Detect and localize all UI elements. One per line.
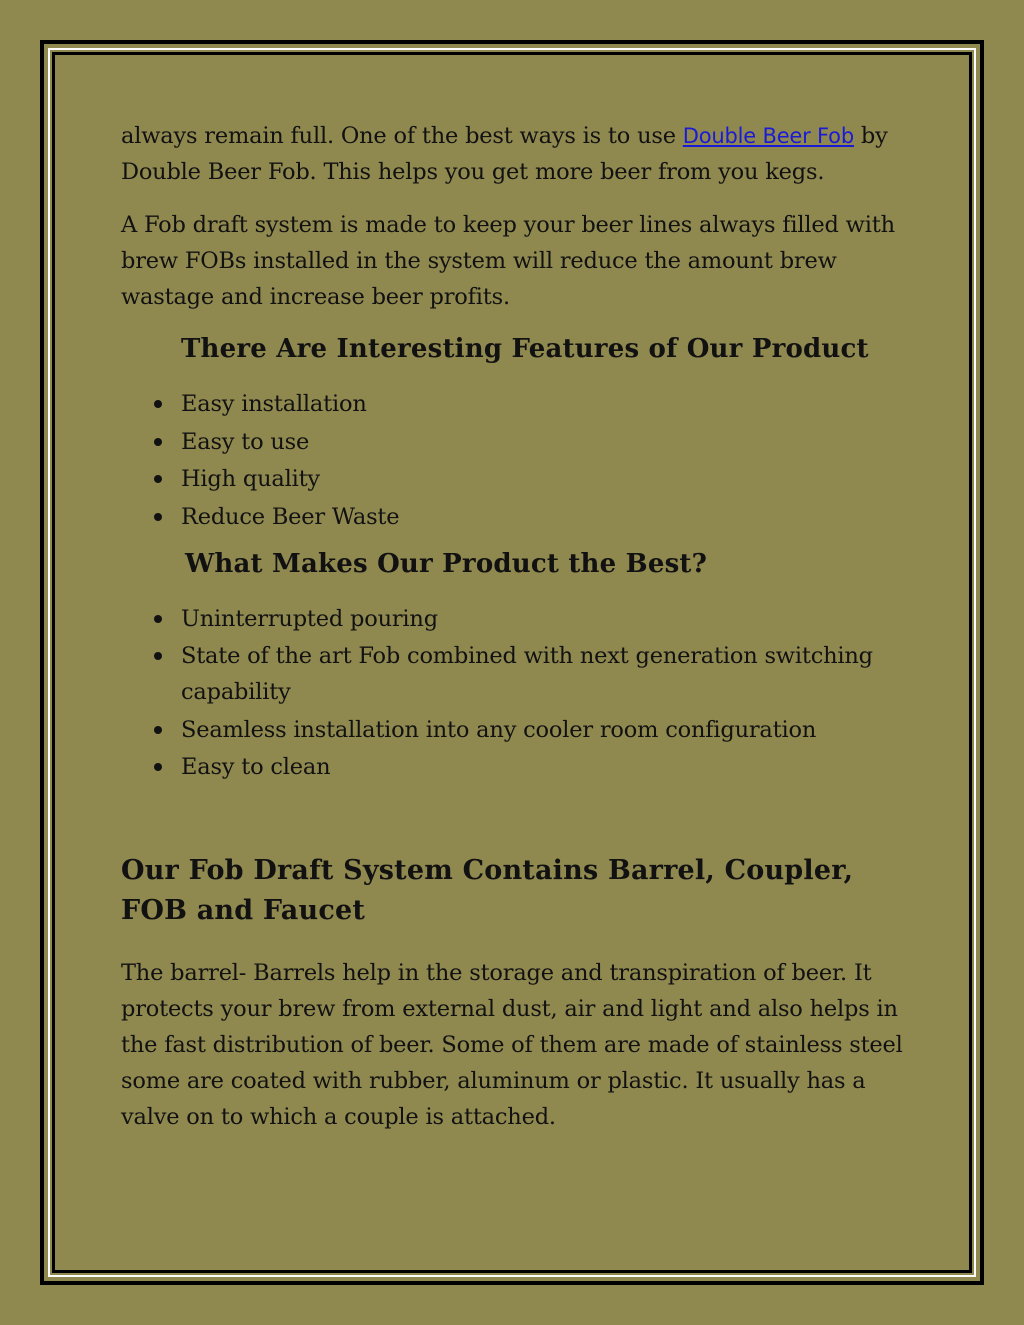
- list-item: [121, 712, 921, 748]
- bullet-icon: [154, 438, 162, 446]
- bullet-icon: [154, 475, 162, 483]
- features-heading: There Are Interesting Features of Our Product: [181, 334, 869, 364]
- list-item: [121, 601, 921, 637]
- list-item-text: High quality: [181, 466, 320, 492]
- list-item-text: Easy to clean: [181, 754, 331, 780]
- list-item-text: Seamless installation into any cooler room configuration: [181, 716, 817, 743]
- double-beer-fob-link[interactable]: Double Beer Fob: [682, 124, 854, 148]
- bullet-icon: [154, 726, 162, 734]
- intro-paragraph-2: A Fob draft system is made to keep your beer lines always filled with brew FOBs installed in the system will reduce the amount brew wastage and increase beer profits.: [121, 212, 895, 310]
- list-item: [121, 386, 921, 422]
- best-heading: What Makes Our Product the Best?: [185, 548, 708, 579]
- section-paragraph: The barrel- Barrels help in the storage and transpiration of beer. It protects your brew from external dust, air and light and also helps in the fast distribution of beer. Some of them are made of stainless steel some are coated with rubber, aluminum or plastic. It usually has a valve on to which a couple is attached.: [121, 960, 903, 1130]
- features-list: [121, 386, 921, 535]
- bullet-icon: [154, 513, 162, 521]
- bullet-icon: [154, 763, 162, 771]
- list-item: [121, 424, 921, 460]
- intro-paragraph-1: [121, 118, 921, 190]
- list-item-text: Easy to use: [181, 428, 310, 455]
- list-item: [121, 499, 921, 535]
- document-content: [121, 118, 921, 1152]
- list-item-text: Easy installation: [181, 391, 367, 417]
- list-item-text: Uninterrupted pouring: [181, 605, 438, 632]
- list-item: [121, 749, 921, 785]
- best-list: [121, 601, 921, 786]
- intro-text-after-link: by Double Beer Fob. This helps you get more beer from you kegs.: [121, 123, 888, 185]
- list-item-text: State of the art Fob combined with next generation switching capability: [181, 643, 873, 705]
- bullet-icon: [154, 615, 162, 623]
- list-item-text: Reduce Beer Waste: [181, 503, 400, 530]
- bullet-icon: [154, 652, 162, 660]
- list-item: [121, 461, 921, 497]
- bullet-icon: [154, 400, 162, 408]
- section-heading: Our Fob Draft System Contains Barrel, Coupler, FOB and Faucet: [121, 855, 854, 926]
- list-item: [121, 638, 921, 710]
- intro-text-before-link: always remain full. One of the best ways is to use: [121, 123, 683, 149]
